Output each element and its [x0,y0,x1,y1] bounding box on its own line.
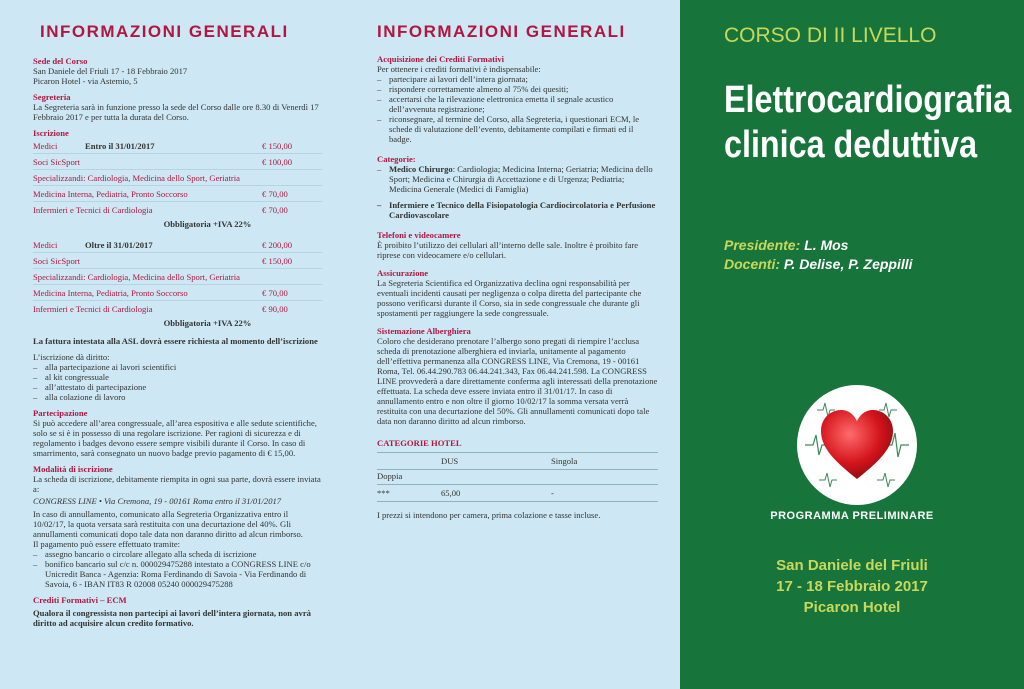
fee-row: Medicina Interna, Pediatria, Pronto Soccorso € 70,00 [33,285,322,301]
fee-row: Medicina Interna, Pediatria, Pronto Soccorso € 70,00 [33,186,322,202]
event-place: San Daniele del Friuli 17 - 18 Febbraio 2017 Picaron Hotel [776,557,928,616]
acquisizione-list [377,74,658,144]
list-item: – alla partecipazione ai lavori scientifici [33,362,322,372]
modalita-address: CONGRESS LINE • Via Cremona, 19 - 00161 Roma entro il 31/01/2017 [33,496,282,506]
fee-row: Soci SicSport € 150,00 [33,253,322,269]
acquisizione-label: Acquisizione dei Crediti Formativi [377,54,505,64]
programma-label: PROGRAMMA PRELIMINARE [770,510,934,522]
table-row: *** 65,00 - [377,484,658,502]
list-item: – Medico Chirurgo: Cardiologia; Medicina Interna; Geriatria; Medicina dello Sport; Medicina e Chirurgia di Accettazione e di Urgenza; Pediatria; Medicina Generale (Medici di Famiglia) [377,164,658,194]
heart-ecg-logo [797,385,917,505]
list-item: – riconsegnare, al termine del Corso, alla Segreteria, i questionari ECM, le schede di valutazione dell’evento, debitamente compilati e firmati ed il badge. [377,114,658,144]
fee-row: Medici Entro il 31/01/2017 € 150,00 [33,138,322,154]
sistemazione-text: Coloro che desiderano prenotare l’albergo sono pregati di riempire l’acclusa scheda di prenotazione alberghiera ed inviarla, unitamente al pagamento dell’effettiva permanenza alla CONGRESS LINE, Via Cremona, 19 - 00161 Roma, Tel. 06.44.290.783 06.44.241.343, Fax 06.44.241.598. La CONGRESS LINE provvederà a dare direttamente conferma agli interessati della prenotazione effettuata. La scheda deve essere inviata entro il 31/01/17. In caso di annullamento entro e non oltre il giorno 10/02/17 la somma versata verrà restituita con una decurtazione del 50%. Gli annullamenti comunicati dopo tale data non daranno diritto ad alcun rimborso. [377,336,658,426]
section-heading: INFORMAZIONI GENERALI [377,22,626,41]
section-heading: INFORMAZIONI GENERALI [40,22,289,41]
pagamento-intro: Il pagamento può essere effettuato tramite: [33,539,181,549]
assicurazione-label: Assicurazione [377,268,429,278]
faculty: Presidente: L. Mos Docenti: P. Delise, P. Zeppilli [724,237,913,272]
obbligatoria-note: Obbligatoria +IVA 22% [163,318,252,328]
ecm-label: Crediti Formativi – ECM [33,595,127,605]
hotel-label: CATEGORIE HOTEL [377,438,462,448]
modalita-label: Modalità di iscrizione [33,464,113,474]
hotel-header-doppia: Doppia [377,471,403,481]
list-item: – partecipare ai lavori dell’intera giornata; [377,74,658,84]
segreteria-text: La Segreteria sarà in funzione presso la sede del Corso dalle ore 8.30 di Venerdì 17 Febbraio 2017 e per tutta la durata del Corso. [33,102,319,122]
partecipazione-text: Si può accedere all’area congressuale, all’area espositiva e alle sedute scientifiche, solo se si è in possesso di una regolare iscrizione. Per ragioni di sicurezza e di regolamento i badges devono essere sempre visibili durante il Corso. In caso di smarrimento, sarà consegnato un nuovo badge previo pagamento di € 15,00. [33,418,317,458]
hotel-table-header: DUS Singola [377,452,658,470]
diritto-intro: L’iscrizione dà diritto: [33,352,110,362]
assicurazione-text: La Segreteria Scientifica ed Organizzativa declina ogni responsabilità per eventuali incidenti causati per negligenza o colpa diretta del partecipante che possono verificarsi durante il Corso, sia in sede congressuale che durante gli spostamenti per raggiungere la sede congressuale. [377,278,642,318]
list-item: – alla colazione di lavoro [33,392,322,402]
fee-row: Infermieri e Tecnici di Cardiologia € 70,00 [33,204,288,215]
categorie-list [377,164,658,220]
sede-block [33,56,322,86]
list-item: – Infermiere e Tecnico della Fisiopatologia Cardiocircolatoria e Perfusione Cardiovascolare [377,200,658,220]
fee-row: Soci SicSport € 100,00 [33,154,322,170]
list-item: – al kit congressuale [33,372,322,382]
list-item: – bonifico bancario sul c/c n. 000029475288 intestato a CONGRESS LINE c/o Unicredit Banca - Agenzia: Roma Ferdinando di Savoia - Via Ferdinando di Savoia, 6 - IBAN IT83 R 02008 05240 000029475288 [33,559,322,589]
fee-row: Specializzandi: Cardiologia, Medicina dello Sport, Geriatria [33,269,322,285]
middle-panel [340,0,680,689]
telefoni-label: Telefoni e videocamere [377,230,461,240]
segreteria-label: Segreteria [33,92,71,102]
ecm-text: Qualora il congressista non partecipi ai lavori dell’intera giornata, non avrà diritto ad acquisire alcun credito formativo. [33,608,311,628]
sede-line: Picaron Hotel - via Astemio, 5 [33,76,138,86]
list-item: – rispondere correttamente almeno al 75% dei quesiti; [377,84,658,94]
iscrizione-label: Iscrizione [33,128,69,138]
acquisizione-intro: Per ottenere i crediti formativi è indispensabile: [377,64,541,74]
course-title: Elettrocardiografia clinica deduttiva [724,79,1012,166]
sede-label: Sede del Corso [33,56,88,66]
fee-row: Medici Oltre il 31/01/2017 € 200,00 [33,237,322,253]
sistemazione-label: Sistemazione Alberghiera [377,326,471,336]
categorie-label: Categorie: [377,154,416,164]
course-level: CORSO DI II LIVELLO [724,24,937,47]
diritto-list [33,362,322,402]
left-panel [0,0,340,689]
hotel-note: I prezzi si intendono per camera, prima colazione e tasse incluse. [377,510,601,520]
modalita-text: La scheda di iscrizione, debitamente riempita in ogni sua parte, dovrà essere inviata a: [33,474,321,494]
telefoni-text: È proibito l’utilizzo dei cellulari all’interno delle sale. Inoltre è proibito fare riprese con videocamere e/o cellulari. [377,240,639,260]
annullamento-text: In caso di annullamento, comunicato alla Segreteria Organizzativa entro il 10/02/17, la quota versata sarà restituita con una decurtazione del 40%. Gli annullamenti comunicati dopo tale data non daranno diritto ad alcun rimborso. [33,509,303,539]
fee-table-2 [33,237,322,336]
fattura-note: La fattura intestata alla ASL dovrà essere richiesta al momento dell’iscrizione [33,336,318,346]
fee-table-1 [33,138,322,237]
sede-line: San Daniele del Friuli 17 - 18 Febbraio 2017 [33,66,188,76]
cover-panel [680,0,1024,689]
fee-row: Specializzandi: Cardiologia, Medicina dello Sport, Geriatria [33,170,322,186]
partecipazione-label: Partecipazione [33,408,88,418]
fee-row: Infermieri e Tecnici di Cardiologia € 90,00 [33,303,288,314]
obbligatoria-note: Obbligatoria +IVA 22% [163,219,252,229]
list-item: – accertarsi che la rilevazione elettronica emetta il segnale acustico dell’avvenuta registrazione; [377,94,658,114]
list-item: – assegno bancario o circolare allegato alla scheda di iscrizione [33,549,322,559]
list-item: – all’attestato di partecipazione [33,382,322,392]
pagamento-list [33,549,322,589]
heart-icon [797,385,917,505]
